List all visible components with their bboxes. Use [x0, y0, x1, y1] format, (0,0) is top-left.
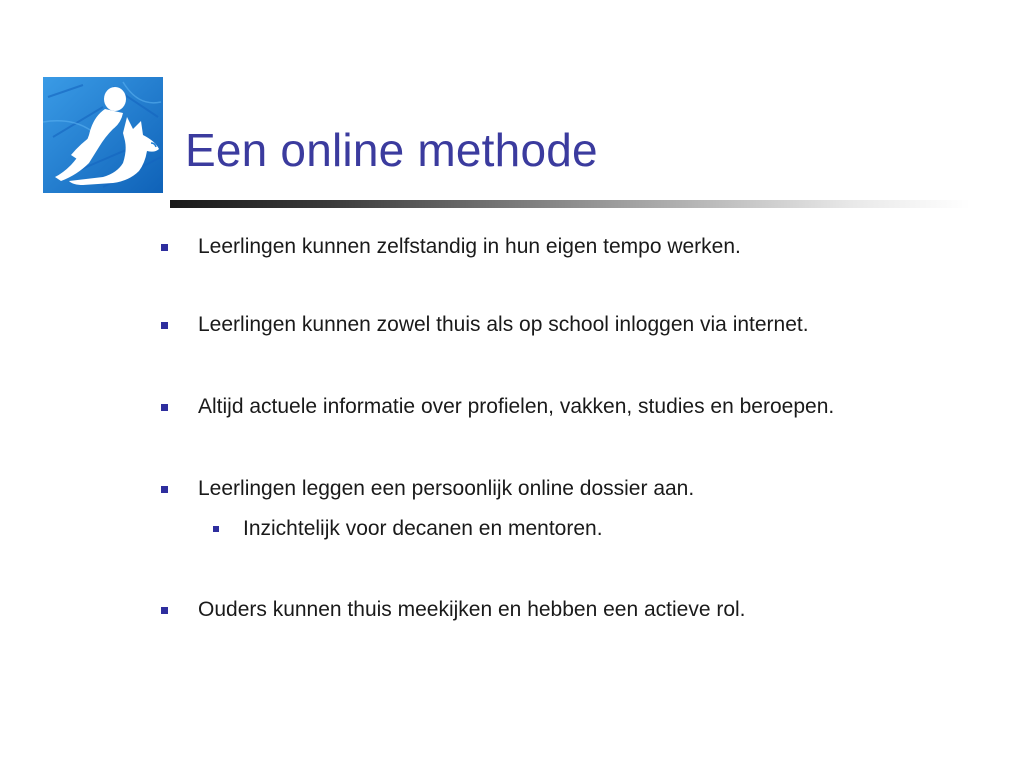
slide-title: Een online methode — [185, 124, 598, 176]
bullet-text: Leerlingen kunnen zowel thuis als op school inloggen via internet. — [198, 313, 809, 336]
bullet-square-icon — [161, 607, 168, 614]
bullet-text: Leerlingen kunnen zelfstandig in hun eigen tempo werken. — [198, 235, 741, 258]
bullet-square-icon — [161, 244, 168, 251]
bullet-square-icon — [161, 404, 168, 411]
bullet-square-icon — [161, 322, 168, 329]
sub-bullet-item — [243, 515, 603, 543]
bullet-text: Altijd actuele informatie over profielen, vakken, studies en beroepen. — [198, 395, 835, 418]
sub-bullet-square-icon — [213, 526, 219, 532]
bullet-item — [198, 233, 741, 261]
sub-bullet-text: Inzichtelijk voor decanen en mentoren. — [243, 517, 603, 540]
bullet-square-icon — [161, 486, 168, 493]
bullet-text: Leerlingen leggen een persoonlijk online dossier aan. — [198, 477, 695, 500]
bullet-text: Ouders kunnen thuis meekijken en hebben een actieve rol. — [198, 598, 746, 621]
bullet-item — [198, 475, 694, 503]
bullet-item — [198, 393, 834, 421]
bullet-item — [198, 311, 809, 339]
bullet-item — [198, 596, 746, 624]
